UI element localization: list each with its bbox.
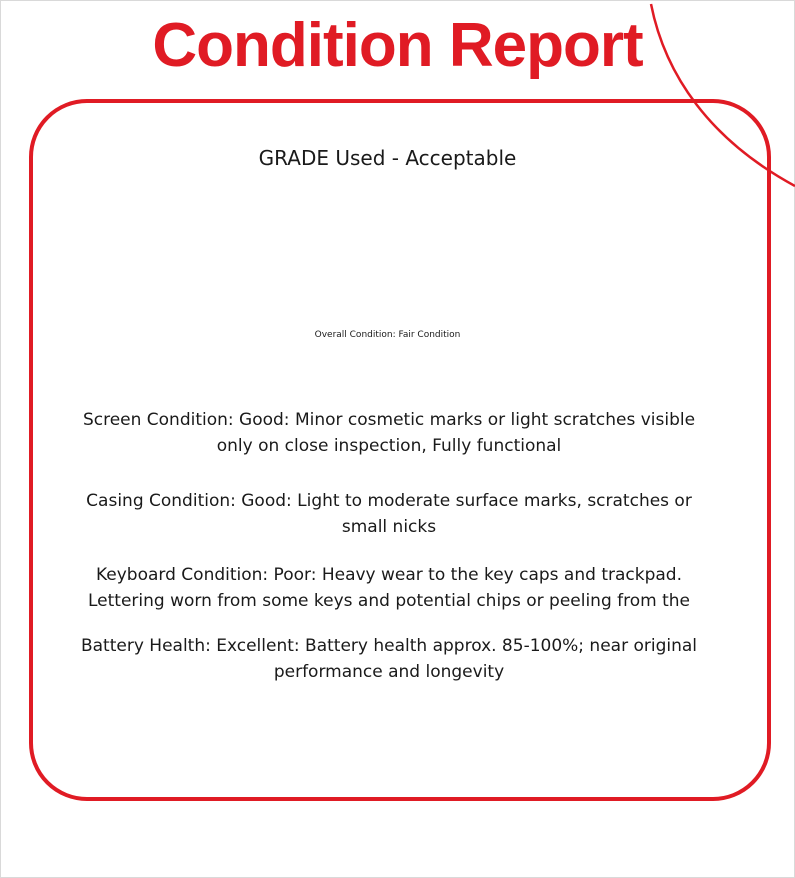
casing-condition: Casing Condition: Good: Light to moderate surface marks, scratches or small nicks	[86, 491, 692, 537]
screen-condition: Screen Condition: Good: Minor cosmetic marks or light scratches visible only on close inspection, Fully functional	[82, 410, 696, 456]
overall-condition: Overall Condition: Fair Condition	[314, 330, 461, 340]
grade-label: GRADE Used - Acceptable	[258, 146, 517, 170]
battery-health: Battery Health: Excellent: Battery health approx. 85-100%; near original performance and longevity	[80, 636, 698, 682]
keyboard-condition: Keyboard Condition: Poor: Heavy wear to the key caps and trackpad. Lettering worn from some keys and potential chips or peeling from the	[87, 565, 691, 611]
page-title: Condition Report	[152, 11, 643, 80]
